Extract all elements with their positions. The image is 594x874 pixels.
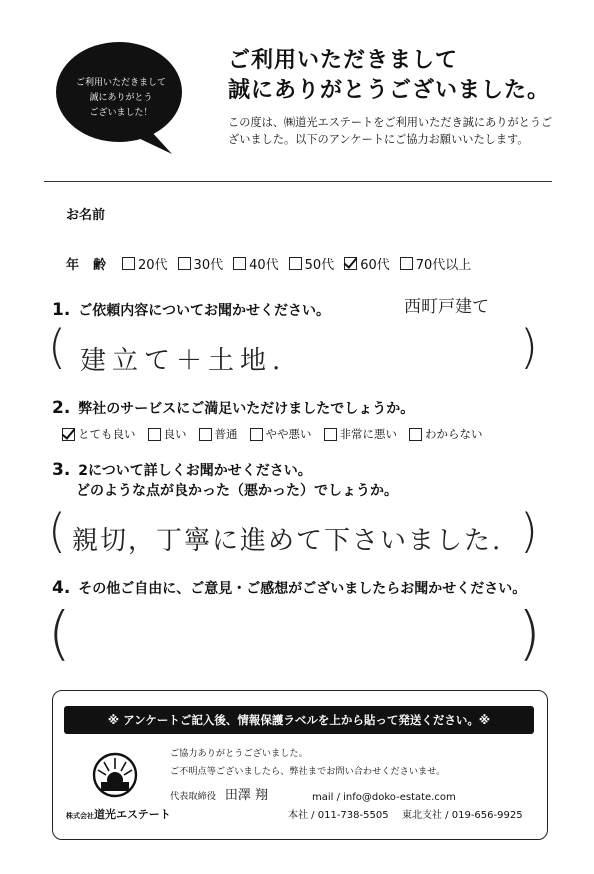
footer-contact-note: ご不明点等ございましたら、弊社までお問い合わせくださいませ。: [170, 766, 446, 777]
age-option-70-plus[interactable]: 70代以上: [400, 254, 472, 273]
footer-branch: 東北支社 / 019-656-9925: [402, 810, 523, 821]
answer-bracket-left: (: [48, 320, 66, 374]
question-2: 2. 弊社のサービスにご満足いただけましたでしょうか。: [52, 398, 415, 418]
question-3: 3. 2について詳しくお聞かせください。: [52, 460, 312, 480]
checkbox[interactable]: [122, 257, 135, 270]
satisfaction-good[interactable]: 良い: [148, 426, 187, 442]
bubble-text: ご利用いただきまして 誠にありがとう ございました！: [75, 78, 166, 118]
satisfaction-very-bad[interactable]: 非常に悪い: [324, 426, 398, 442]
satisfaction-options: [62, 426, 495, 442]
footer-mail: mail / info@doko-estate.com: [312, 792, 456, 803]
representative: 代表取締役 田澤 翔: [170, 788, 268, 803]
checkbox[interactable]: [178, 257, 191, 270]
checkbox[interactable]: [324, 428, 337, 441]
company-logo-icon: [92, 752, 138, 798]
intro-text: この度は、㈱道光エステートをご利用いただき誠にありがとうございました。以下のアンケートにご協力お願いいたします。: [228, 116, 553, 146]
checkbox[interactable]: [289, 257, 302, 270]
page-title: ご利用いただきまして 誠にありがとうございました。: [228, 48, 551, 103]
checkbox-checked[interactable]: [62, 428, 75, 441]
satisfaction-normal[interactable]: 普通: [199, 426, 238, 442]
answer-bracket-left: (: [48, 599, 71, 667]
name-label: お名前: [66, 208, 106, 223]
answer-bracket-right: ): [520, 320, 538, 374]
answer-bracket-right: ): [518, 599, 541, 667]
checkbox[interactable]: [409, 428, 422, 441]
age-label: 年齢: [66, 258, 121, 273]
checkbox-checked[interactable]: [344, 257, 357, 270]
age-option-60[interactable]: 60代: [344, 254, 390, 273]
divider: [44, 181, 552, 182]
checkbox[interactable]: [400, 257, 413, 270]
age-option-50[interactable]: 50代: [289, 254, 335, 273]
checkbox[interactable]: [148, 428, 161, 441]
footer-head-office: 本社 / 011-738-5505: [288, 810, 389, 821]
satisfaction-somewhat-bad[interactable]: やや悪い: [250, 426, 312, 442]
age-option-20[interactable]: 20代: [122, 254, 168, 273]
q1-answer: 建立て＋土地.: [80, 346, 287, 376]
answer-bracket-left: (: [48, 504, 66, 558]
question-4: 4. その他ご自由に、ご意見・ご感想がございましたらお聞かせください。: [52, 578, 527, 598]
company-name: 株式会社道光エステート: [66, 808, 171, 821]
footer-thanks: ご協力ありがとうございました。: [170, 748, 308, 759]
checkbox[interactable]: [199, 428, 212, 441]
footer-banner: ※ アンケートご記入後、情報保護ラベルを上から貼って発送ください。※: [64, 706, 534, 734]
age-option-40[interactable]: 40代: [233, 254, 279, 273]
age-option-30[interactable]: 30代: [178, 254, 224, 273]
satisfaction-unknown[interactable]: わからない: [409, 426, 483, 442]
checkbox[interactable]: [233, 257, 246, 270]
q1-handwritten-note: 西町戸建て: [404, 297, 489, 317]
answer-bracket-right: ): [520, 504, 538, 558]
checkbox[interactable]: [250, 428, 263, 441]
age-row: [66, 254, 481, 273]
satisfaction-very-good[interactable]: とても良い: [62, 426, 136, 442]
q3-answer: 親切，丁寧に進めて下さいました.: [72, 526, 503, 556]
question-1: 1. ご依頼内容についてお聞かせください。: [52, 300, 331, 320]
question-3-sub: どのような点が良かった（悪かった）でしょうか。: [76, 483, 398, 499]
